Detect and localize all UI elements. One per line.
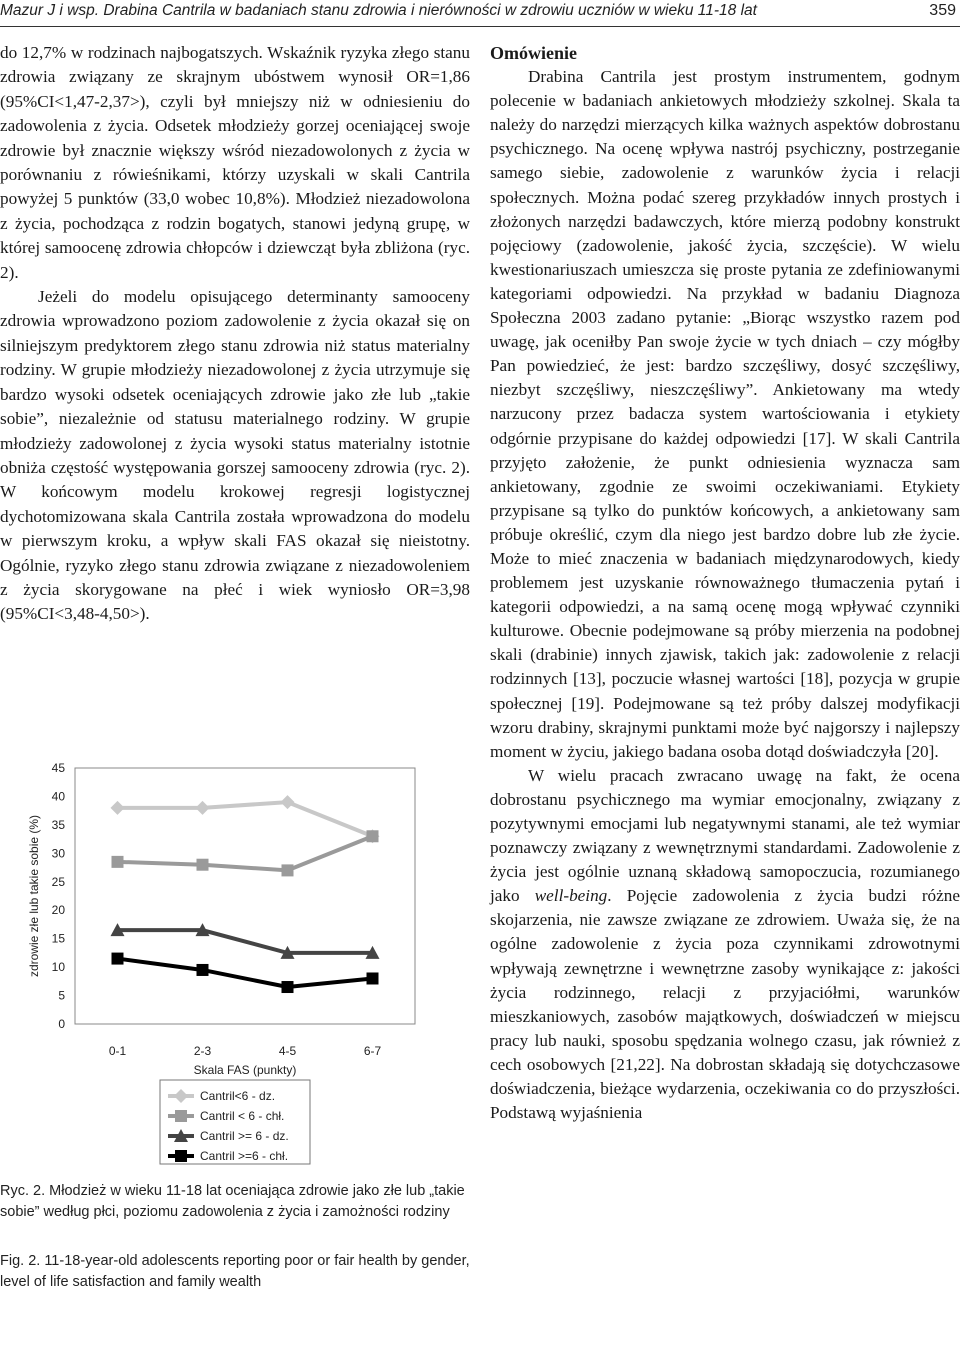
y-tick-label: 40: [51, 789, 65, 804]
y-tick-label: 20: [51, 903, 65, 918]
y-tick-label: 30: [51, 846, 65, 861]
y-tick-label: 25: [51, 874, 65, 889]
y-tick-label: 10: [51, 960, 65, 975]
y-tick-label: 45: [51, 761, 65, 775]
data-point-s1-1: [111, 801, 125, 815]
figure-caption-en: Fig. 2. 11-18-year-old adolescents reporting poor or fair health by gender, level of life satisfaction and family wealth: [0, 1253, 470, 1290]
y-axis-label: zdrowie złe lub takie sobie (%): [27, 814, 41, 978]
data-point-s1-3: [281, 795, 295, 809]
header-rule: [0, 26, 960, 27]
page-number: 359: [929, 2, 956, 19]
series-line-3: [118, 930, 373, 953]
left-paragraph-1: do 12,7% w rodzinach najbogatszych. Wskaźnik ryzyka złego stanu zdrowia związany ze skrajnym ubóstwem wynosił OR=1,86 (95%CI<1,47-2,37>), czyli był mniejszy niż w odniesieniu do zadowolenia z życia. Odsetek młodzieży gorzej oceniającej swoje zdrowie był znacznie większy wśród niezadowolonych z życia w porównaniu z rówieśnikami, którzy uzyskali w skali Cantrila powyżej 5 punktów (33,0 wobec 10,8%). Młodzież niezadowolona z życia, pochodząca z rodzin bogatych, stanowi jedyną grupę, w której samoocenę zdrowia chłopców i dziewcząt była zbliżona (ryc. 2).: [0, 43, 470, 282]
left-paragraph-2: Jeżeli do modelu opisującego determinanty samooceny zdrowia wprowadzono poziom zadowolenie z życia okazał się on silniejszym predyktorem złego stanu zdrowia niż status materialny rodziny. W grupie młodzieży niezadowolonej z życia utrzymuje się bardzo wysoki odsetek oceniających zdrowie jako złe lub „takie sobie”, niezależnie od statusu materialnego rodziny. W grupie młodzieży zadowolonej z życia wysoki status materialny istotnie obniża częstość występowania gorszej samooceny zdrowia (ryc. 2). W końcowym modelu krokowej regresji logistycznej dychotomizowana skala Cantrila została wprowadzona do modelu w pierwszym kroku, a wpływ skali FAS okazał się nieistotny. Ogólnie, ryzyko złego stanu zdrowia związane z niezadowoleniem z życia skorygowane na płeć i wiek wyniosło OR=3,98 (95%CI<3,48-4,50>).: [0, 287, 470, 624]
legend-label-1: Cantril<6 - dz.: [200, 1089, 276, 1103]
x-axis-label: Skala FAS (punkty): [193, 1063, 297, 1077]
legend-label-2: Cantril < 6 - chł.: [200, 1109, 285, 1123]
right-paragraph-2: [490, 764, 960, 1125]
x-tick-label: 2-3: [193, 1044, 212, 1058]
y-tick-label: 15: [51, 931, 65, 946]
data-point-s4-2: [197, 964, 209, 976]
data-point-s1-2: [196, 801, 210, 815]
y-tick-label: 5: [58, 988, 65, 1003]
x-tick-label: 4-5: [278, 1044, 297, 1058]
right-paragraph-2-end: . Pojęcie zadowolenia z życia budzi różne skojarzenia, nie zawsze związane ze zdrowiem. Uważa się, że na ogólne zadowolenie z życia poza czynnikami zdrowotnymi wpływają zewnętrzne i wewnętrzne zasoby wynikające z: jakości życia rodzinnego, relacji z przyjaciółmi, warunków mieszkaniowych, zasobów majątkowych, doświadczeń w miejscu pracy lub nauki, sposobu spędzania wolnego czasu, jak również z cech osobowych [21,22]. Na dobrostan składają się dotychczasowe doświadczenia, bieżące wydarzenia, oczekiwania co do przyszłości. Podstawą wyjaśnienia: [490, 886, 960, 1123]
y-tick-label: 0: [58, 1017, 65, 1031]
data-point-s2-1: [112, 856, 124, 868]
figure-2-chart: [0, 750, 480, 1180]
series-line-2: [118, 836, 373, 870]
data-point-s2-2: [197, 859, 209, 871]
x-tick-label: 6-7: [363, 1044, 382, 1058]
right-paragraph-1: Drabina Cantrila jest prostym instrumentem, godnym polecenie w badaniach ankietowych młodzieży szkolnej. Skala ta należy do narzędzi mierzących kilka ważnych aspektów dobrostanu psychicznego. Na ocenę wpływa nastrój psychiczny, postrzeganie samego siebie, zadowolenie z warunków życia i relacji społecznych. Można podać szereg przykładów innych prostych i złożonych narzędzi badawczych, które mierzą podobny konstrukt pojęciowy (zadowolenie, jakość życia, szczęście). W wielu kwestionariuszach umieszcza się proste pytania ze zdefiniowanymi kategoriami odpowiedzi. Na przykład w badaniu Diagnoza Społeczna 2003 zadano pytanie: „Biorąc wszystko razem pod uwagę, jak oceniłby Pan swoje życie w tych dniach – czy mógłby Pan powiedzieć, że jest: bardzo szczęśliwy, dosyć szczęśliwy, niezbyt szczęśliwy, nieszczęśliwy”. Ankietowany ma wtedy narzucony przez badacza system wartościowania i etykiety odgórnie przypisane do każdej odpowiedzi [17]. W skali Cantrila przyjęto założenie, że punkt odniesienia wyznacza sam ankietowany, zgodnie ze swoimi oczekiwaniami. Etykiety przypisane są tylko do punktów końcowych, a ankietowany sam próbuje określić, czym dla niego jest bardzo dobre lub złe życie. Może to mieć znaczenia w badaniach międzynarodowych, kiedy problemem jest uzyskanie równoważnego tłumaczenia pytań i kategorii odpowiedzi, a na samą ocenę mogą wpływać czynniki kulturowe. Obecnie podejmowane są próby mierzenia na podobnej skali (drabinie) innych zjawisk, takich jak: zadowolenie z relacji rodzinnych [13], poczucie własnej wartości [18], pozycja w grupie społecznej [19]. Podejmowane są też próby dalszej modyfikacji wzoru drabiny, skrajnymi punktami może być najgorszy i najlepszy moment w życiu, jakiego badana osoba dotąd doświadczyła [20].: [490, 67, 960, 761]
header-title: Mazur J i wsp. Drabina Cantrila w badaniach stanu zdrowia i nierówności w zdrowiu uczniów w wieku 11-18 lat: [0, 2, 757, 19]
data-point-s4-3: [282, 981, 294, 993]
series-line-1: [118, 802, 373, 836]
section-heading: Omówienie: [490, 43, 577, 63]
data-point-s2-4: [367, 830, 379, 842]
line-chart: [0, 750, 480, 1180]
figure-caption-pl: Ryc. 2. Młodzież w wieku 11-18 lat oceniająca zdrowie jako złe lub „takie sobie” według płci, poziomu zadowolenia z życia i zamożności rodziny: [0, 1183, 465, 1220]
legend-marker-2: [175, 1110, 187, 1122]
legend-label-3: Cantril >= 6 - dz.: [200, 1129, 289, 1143]
x-tick-label: 0-1: [108, 1044, 127, 1058]
right-column: [490, 41, 960, 1125]
y-tick-label: 35: [51, 817, 65, 832]
legend-label-4: Cantril >=6 - chł.: [200, 1149, 289, 1163]
data-point-s2-3: [282, 864, 294, 876]
data-point-s4-1: [112, 953, 124, 965]
italic-term: well-being: [534, 886, 608, 906]
right-paragraph-2-start: W wielu pracach zwracano uwagę na fakt, że ocena dobrostanu psychicznego ma wymiar emocjonalny, związany z pozytywnymi emocjami lub negatywnymi stanami, ale też wymiar poznawczy związany z wewnętrznymi standardami. Zadowolenie z życia jest ogólnie uznaną składową samopoczucia, rozumianego jako: [490, 765, 960, 906]
data-point-s4-4: [367, 972, 379, 984]
left-column: [0, 41, 470, 627]
legend-marker-4: [175, 1150, 187, 1162]
running-header: [0, 0, 960, 30]
series-line-4: [118, 959, 373, 987]
